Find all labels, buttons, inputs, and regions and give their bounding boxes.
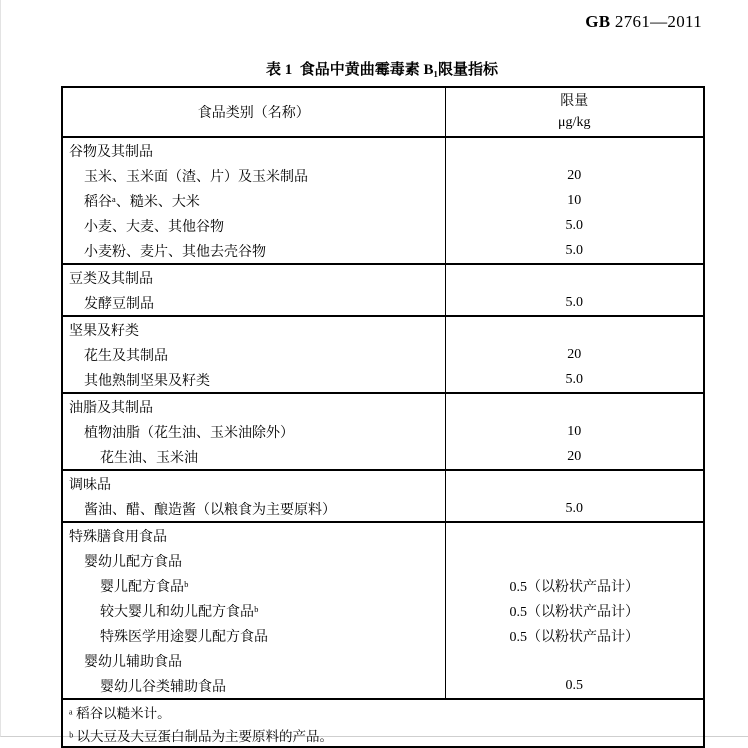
limit-value-cell [445,470,704,496]
table-row [62,598,704,623]
table-row [62,238,704,264]
table-row [62,496,704,522]
food-category-cell: 植物油脂（花生油、玉米油除外） [62,419,445,444]
limit-value-cell [445,522,704,548]
table-row [62,290,704,316]
food-category-cell: 小麦粉、麦片、其他去壳谷物 [62,238,445,264]
limit-value-cell: 10 [567,192,582,208]
food-category-cell: 调味品 [62,470,445,496]
footnote-row [62,723,704,747]
limit-value-cell: 10 [567,423,582,439]
table-row [62,163,704,188]
food-category-cell: 稻谷ᵃ、糙米、大米 [62,188,445,213]
food-category-cell: 小麦、大麦、其他谷物 [62,213,445,238]
food-category-cell: 特殊医学用途婴儿配方食品 [62,623,445,648]
standard-number [585,12,702,32]
limit-value-cell: 20 [567,448,582,464]
limit-value-cell [445,137,704,163]
table-header-row [62,87,704,137]
limit-value-cell: 5.0 [565,371,583,387]
limit-value-cell: 0.5（以粉状产品计） [509,604,639,620]
food-category-cell: 坚果及籽类 [62,316,445,342]
food-category-cell: 婴幼儿配方食品 [62,548,445,573]
food-category-cell: 其他熟制坚果及籽类 [62,367,445,393]
table-row [62,548,704,573]
footnote-row [62,699,704,723]
limit-value-cell [445,393,704,419]
limit-value-cell [445,648,704,673]
table-row [62,673,704,699]
food-category-cell: 花生及其制品 [62,342,445,367]
column-header-limit-label: 限量 [560,94,589,109]
table-row [62,444,704,470]
limit-value-cell: 5.0 [565,217,583,233]
table-row [62,367,704,393]
table-title: 表 1 食品中黄曲霉毒素 B₁限量指标 [265,62,498,78]
food-category-cell: 谷物及其制品 [62,137,445,163]
standard-number-prefix: GB [585,12,611,31]
food-category-cell: 婴幼儿谷类辅助食品 [62,673,445,699]
food-category-cell: 豆类及其制品 [62,264,445,290]
table-row [62,213,704,238]
table-row [62,137,704,163]
food-category-cell: 发酵豆制品 [62,290,445,316]
table-row [62,419,704,444]
table-row [62,648,704,673]
limit-value-cell [445,548,704,573]
limit-value-cell: 0.5 [565,677,583,693]
table-row [62,470,704,496]
limit-value-cell: 0.5（以粉状产品计） [509,629,639,645]
limit-value-cell: 0.5（以粉状产品计） [509,579,639,595]
footnote-text: ᵃ 稻谷以糙米计。 [62,699,704,723]
table-row [62,342,704,367]
limits-table [61,86,705,748]
limit-value-cell [445,316,704,342]
column-header-limit [445,87,704,137]
table-area [61,58,703,748]
food-category-cell: 婴幼儿辅助食品 [62,648,445,673]
table-row [62,316,704,342]
food-category-cell: 酱油、醋、酿造酱（以粮食为主要原料） [62,496,445,522]
food-category-cell: 婴儿配方食品ᵇ [62,573,445,598]
limit-value-cell: 5.0 [565,242,583,258]
table-row [62,623,704,648]
column-header-food: 食品类别（名称） [62,87,445,137]
table-row [62,522,704,548]
limit-value-cell [445,264,704,290]
table-row [62,188,704,213]
table-row [62,264,704,290]
food-category-cell: 花生油、玉米油 [62,444,445,470]
limit-value-cell: 5.0 [565,294,583,310]
table-row [62,573,704,598]
limit-value-cell: 20 [567,346,582,362]
food-category-cell: 油脂及其制品 [62,393,445,419]
column-header-limit-unit: μg/kg [558,115,591,130]
food-category-cell: 玉米、玉米面（渣、片）及玉米制品 [62,163,445,188]
footnote-text: ᵇ 以大豆及大豆蛋白制品为主要原料的产品。 [69,728,334,744]
standard-number-digits: 2761—2011 [610,12,702,31]
limit-value-cell: 5.0 [565,500,583,516]
food-category-cell: 特殊膳食用食品 [62,522,445,548]
limit-value-cell: 20 [567,167,582,183]
food-category-cell: 较大婴儿和幼儿配方食品ᵇ [62,598,445,623]
table-row [62,393,704,419]
